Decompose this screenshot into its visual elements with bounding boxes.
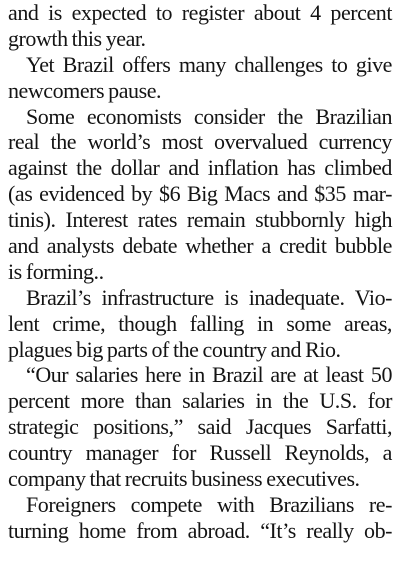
text-line: percent more than salaries in the U.S. for (8, 388, 392, 414)
text-line: real the world’s most overvalued currency (8, 129, 392, 155)
text-line: country manager for Russell Reynolds, a (8, 440, 392, 466)
text-line: and analysts debate whether a credit bubble (8, 233, 392, 259)
text-line: plagues big parts of the country and Rio. (8, 336, 341, 362)
text-line: lent crime, though falling in some areas, (8, 310, 392, 336)
text-line: strategic positions,” said Jacques Sarfatti, (8, 414, 392, 440)
text-line: company that recruits business executives. (8, 466, 360, 492)
text-line: against the dollar and inflation has climbed (8, 155, 392, 181)
text-line: tinis). Interest rates remain stubbornly high (8, 207, 392, 233)
paragraph-first-line: “Our salaries here in Brazil are at least 50 (26, 362, 392, 388)
paragraph-first-line: Some economists consider the Brazilian (26, 103, 392, 129)
text-line: turning home from abroad. “It’s really ob- (8, 517, 392, 543)
paragraph-first-line: Yet Brazil offers many challenges to give (26, 51, 392, 77)
paragraph-first-line: Brazil’s infrastructure is inadequate. Vio- (26, 284, 392, 310)
text-line: is forming.. (8, 258, 104, 284)
paragraph-first-line: Foreigners compete with Brazilians re- (26, 491, 392, 517)
text-line: and is expected to register about 4 percent (8, 0, 392, 25)
text-line: (as evidenced by $6 Big Macs and $35 mar- (8, 181, 392, 207)
text-line: newcomers pause. (8, 77, 162, 103)
article-column (8, 0, 392, 544)
text-line: growth this year. (8, 25, 146, 51)
